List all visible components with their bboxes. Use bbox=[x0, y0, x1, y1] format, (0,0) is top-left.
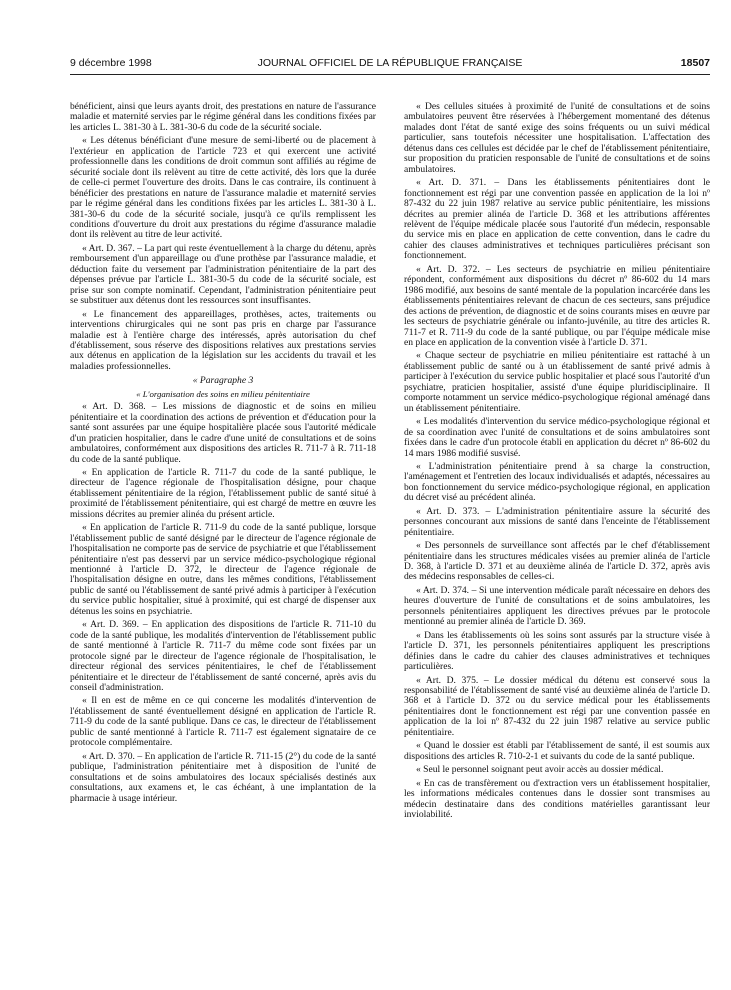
paragraph: « Les détenus bénéficiant d'une mesure de semi-liberté ou de placement à l'extérieur en application de l'article 723 et qui exercent une activité professionnelle dans les conditions de droit commun sont affiliés au régime de sécurité sociale dont ils relèvent au titre de cette activité, dès lors que la durée de celle-ci permet l'ouverture des droits. Dans le cas contraire, ils continuent à bénéficier des prestations en nature de l'assurance maladie et maternité servies par le régime général dans les conditions fixées par les articles L. 381-30 à L. 381-30-6 du code de la sécurité sociale, jusqu'à ce qu'ils remplissent les conditions d'ouverture du droit aux prestations du régime d'assurance maladie dont ils relèvent au titre de leur activité. bbox=[70, 135, 376, 241]
paragraph: « Les modalités d'intervention du service médico-psychologique régional et de sa coordination avec l'unité de consultations et de soins ambulatoires sont fixées dans le cadre d'un protocole établi en application du décret nº 86-602 du 14 mars 1986 modifié susvisé. bbox=[404, 416, 710, 459]
paragraph: « Art. D. 370. – En application de l'article R. 711-15 (2°) du code de la santé publique, l'administration pénitentiaire met à disposition de l'unité de consultations et de soins ambulatoires des locaux spécialisés destinés aux consultations, aux examens et, le cas échéant, à une implantation de la pharmacie à usage intérieur. bbox=[70, 750, 376, 804]
section-heading bbox=[70, 376, 376, 386]
section-heading-text: « Paragraphe 3 bbox=[192, 375, 254, 387]
right-column bbox=[404, 102, 710, 823]
paragraph: « Art. D. 369. – En application des dispositions de l'article R. 711-10 du code de la santé publique, les modalités d'intervention de l'établissement public de santé mentionné à l'article R. 711-7 du même code sont fixées par un protocole signé par le directeur de l'agence régionale de l'hospitalisation, le directeur régional des services pénitentiaires, le chef de l'établissement pénitentiaire et le directeur de l'établissement de santé concerné, après avis du conseil d'administration. bbox=[70, 619, 376, 694]
paragraph: « Seul le personnel soignant peut avoir accès au dossier médical. bbox=[416, 764, 664, 776]
page-header bbox=[70, 57, 710, 73]
paragraph: « Dans les établissements où les soins sont assurés par la structure visée à l'article D. 371, les personnels pénitentiaires appliquent les prescriptions définies dans le cadre du cahier des clauses administratives et techniques particulières. bbox=[404, 629, 710, 673]
paragraph: « En application de l'article R. 711-7 du code de la santé publique, le directeur de l'agence régionale de l'hospitalisation désigne, pour chaque établissement pénitentiaire de la région, l'établissement public de santé situé à proximité de l'établissement pénitentiaire, qui est chargé de mettre en œuvre les missions décrites au premier alinéa du présent article. bbox=[70, 466, 376, 520]
paragraph: « Il en est de même en ce qui concerne les modalités d'intervention de l'établissement de santé éventuellement désigné en application de l'article R. 711-9 du code de la santé publique. Dans ce cas, le directeur de l'établissement public de santé mentionné à l'article R. 711-7 est également signataire de ce protocole complémentaire. bbox=[70, 695, 376, 749]
paragraph: « Des cellules situées à proximité de l'unité de consultations et de soins ambulatoires peuvent être réservées à l'hébergement momentané des détenus malades dont l'état de santé exige des soins fréquents ou un suivi médical particulier, sans toutefois nécessiter une hospitalisation. L'affectation des détenus dans ces cellules est décidée par le chef de l'établissement pénitentiaire, sur proposition du praticien responsable de l'unité de consultations et de soins ambulatoires. bbox=[404, 101, 710, 175]
paragraph: « Le financement des appareillages, prothèses, actes, traitements ou interventions chirurgicales qui ne sont pas pris en charge par l'assurance maladie est à l'entière charge des intéressés, après autorisation du chef d'établissement, sous réserve des dispositions relatives aux prestations servies aux détenus en application de la législation sur les accidents du travail et les maladies professionnelles. bbox=[70, 308, 376, 372]
header-journal-title: JOURNAL OFFICIEL DE LA RÉPUBLIQUE FRANÇAISE bbox=[257, 57, 523, 69]
header-rule bbox=[70, 74, 710, 75]
paragraph: « En cas de transfèrement ou d'extraction vers un établissement hospitalier, les informations médicales contenues dans le dossier sont transmises au médecin destinataire dans des conditions matérielles garantissant leur inviolabilité. bbox=[404, 777, 710, 820]
paragraph: bénéficient, ainsi que leurs ayants droit, des prestations en nature de l'assurance maladie et maternité servies par le régime général dans les conditions fixées par les articles L. 381-30 à L. 381-30-6 du code de la sécurité sociale. bbox=[70, 101, 376, 133]
header-page-number: 18507 bbox=[680, 57, 710, 69]
paragraph: « Art. D. 372. – Les secteurs de psychiatrie en milieu pénitentiaire répondent, conformément aux dispositions du décret nº 86-602 du 14 mars 1986 modifié, aux besoins de santé mentale de la population incarcérée dans les établissements pénitentiaires relevant de chacun de ces secteurs, sans préjudice des actions de prévention, de diagnostic et de soins courants mises en œuvre par les secteurs de psychiatrie générale ou infanto-juvénile, au titre des articles R. 711-7 et R. 711-9 du code de la santé publique, ou par l'équipe médicale mise en place en application de la convention visée à l'article D. 371. bbox=[404, 263, 710, 348]
section-subheading: « L'organisation des soins en milieu pénitentiaire bbox=[136, 388, 310, 399]
paragraph: « Quand le dossier est établi par l'établissement de santé, il est soumis aux dispositions des articles R. 710-2-1 et suivants du code de la santé publique. bbox=[404, 740, 710, 762]
paragraph: « Art. D. 371. – Dans les établissements pénitentiaires dont le fonctionnement est régi par une convention passée en application de la loi nº 87-432 du 22 juin 1987 relative au service public pénitentiaire, les missions décrites au premier alinéa de l'article D. 368 et les attributions afférentes relèvent de l'équipe médicale placée sous l'autorité d'un médecin, responsable du service mis en place en application de cette convention, dans le cadre du cahier des clauses administratives et techniques particulières précisant son fonctionnement. bbox=[404, 177, 710, 262]
paragraph: « Art. D. 368. – Les missions de diagnostic et de soins en milieu pénitentiaire et la coordination des actions de prévention et d'éducation pour la santé sont assurées par une équipe hospitalière placée sous l'autorité médicale d'un praticien hospitalier, dans le cadre d'une unité de consultations et de soins ambulatoires, conformément aux dispositions des articles R. 711-7 à R. 711-18 du code de la santé publique. bbox=[70, 401, 376, 465]
paragraph: « Chaque secteur de psychiatrie en milieu pénitentiaire est rattaché à un établissement public de santé ou à un établissement de santé privé admis à participer à l'exécution du service public hospitalier et placé sous l'autorité d'un psychiatre, praticien hospitalier, assisté d'une équipe pluridisciplinaire. Il comporte notamment un service médico-psychologique régional aménagé dans un établissement pénitentiaire. bbox=[404, 350, 710, 414]
paragraph: « Art. D. 367. – La part qui reste éventuellement à la charge du détenu, après remboursement d'un appareillage ou d'une prothèse par l'assurance maladie, et déduction faite du versement par l'administration pénitentiaire de la part des dépenses prévue par l'article L. 381-30-5 du code de la sécurité sociale, est prise sur son compte nominatif. Cependant, l'administration pénitentiaire peut se substituer aux détenus dont les ressources sont insuffisantes. bbox=[70, 242, 376, 307]
left-column bbox=[70, 102, 376, 807]
paragraph: « Art. D. 373. – L'administration pénitentiaire assure la sécurité des personnes concourant aux missions de santé dans l'enceinte de l'établissement pénitentiaire. bbox=[404, 505, 710, 538]
paragraph: « Des personnels de surveillance sont affectés par le chef d'établissement pénitentiaire dans les structures médicales visées au premier alinéa de l'article D. 368, à l'article D. 371 et au deuxième alinéa de l'article D. 372, après avis des médecins responsables de celles-ci. bbox=[404, 540, 710, 583]
paragraph: « Art. D. 374. – Si une intervention médicale paraît nécessaire en dehors des heures d'ouverture de l'unité de consultations et de soins ambulatoires, les personnels pénitentiaires appliquent les directives prévues par le protocole mentionné au premier alinéa de l'article D. 369. bbox=[404, 584, 710, 628]
header-date: 9 décembre 1998 bbox=[70, 57, 152, 69]
paragraph: « Art. D. 375. – Le dossier médical du détenu est conservé sous la responsabilité de l'établissement de santé visé au deuxième alinéa de l'article D. 368 et à l'article D. 372 ou du service médical pour les établissements pénitentiaires dont le fonctionnement est régi par une convention passée en application de la loi nº 87-432 du 22 juin 1987 relative au service public pénitentiaire. bbox=[404, 674, 710, 738]
paragraph: « En application de l'article R. 711-9 du code de la santé publique, lorsque l'établissement public de santé désigné par le directeur de l'agence régionale de l'hospitalisation ne comporte pas de service de psychiatrie et que l'établissement pénitentiaire n'est pas desservi par un service médico-psychologique régional mentionné à l'article D. 372, le directeur de l'agence régionale de l'hospitalisation désigne en outre, dans les mêmes conditions, l'établissement public de santé ou l'établissement de santé privé admis à participer à l'exécution du service public hospitalier, situé à proximité, qui est chargé de dispenser aux détenus les soins en psychiatrie. bbox=[70, 522, 376, 617]
paragraph: « L'administration pénitentiaire prend à sa charge la construction, l'aménagement et l'entretien des locaux individualisés et adaptés, nécessaires au bon fonctionnement du service médico-psychologique régional, en application du décret visé au précédent alinéa. bbox=[404, 460, 710, 504]
